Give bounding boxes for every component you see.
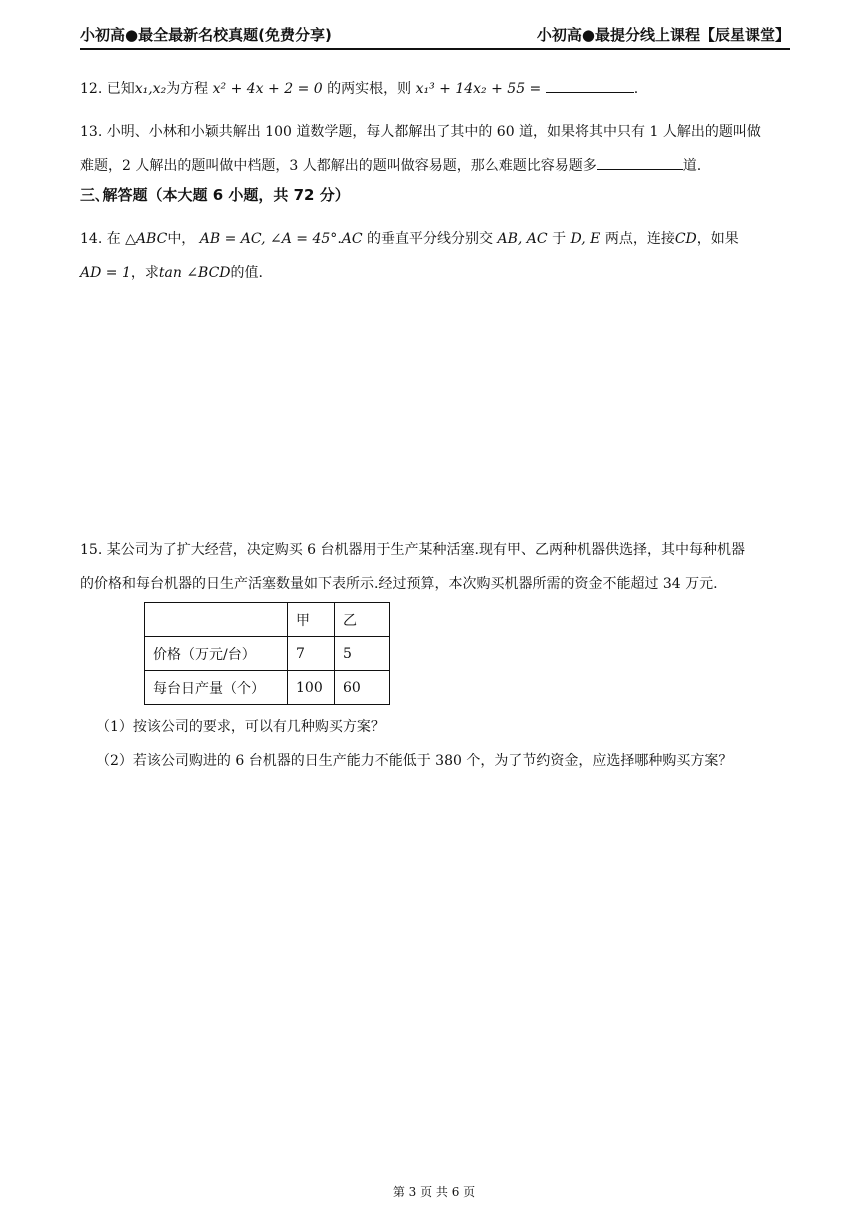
q14-text: 两点，连接 <box>604 231 675 247</box>
q15-number: 15. <box>80 542 103 558</box>
q14-text: ，求 <box>130 265 159 281</box>
q12-equation: x² + 4x + 2 = 0 <box>212 81 323 97</box>
q12-text-c: 的两实根，则 <box>327 81 412 97</box>
question-14 <box>80 222 790 290</box>
q12-end: . <box>633 81 639 97</box>
q12-text-b: 为方程 <box>166 81 209 97</box>
machine-table <box>144 602 390 705</box>
q14-text: 的垂直平分线分别交 <box>367 231 494 247</box>
q14-triangle: △ABC <box>125 231 168 247</box>
q15-line1: 某公司为了扩大经营，决定购买 6 台机器用于生产某种活塞.现有甲、乙两种机器供选择，其中每种机器 <box>106 542 745 558</box>
question-13 <box>80 115 790 183</box>
table-cell: 5 <box>335 637 390 671</box>
q15-line2: 的价格和每台机器的日生产活塞数量如下表所示.经过预算，本次购买机器所需的资金不能超过 34 万元. <box>80 576 718 592</box>
q14-condition: AB = AC, ∠A = 45° <box>199 231 338 247</box>
question-12 <box>80 72 790 106</box>
q13-line2: 难题，2 人解出的题叫做中档题，3 人都解出的题叫做容易题，那么难题比容易题多 <box>80 158 597 174</box>
q14-text: 中， <box>167 231 196 247</box>
table-cell: 价格（万元/台） <box>145 637 288 671</box>
q14-number: 14. <box>80 231 103 247</box>
table-cell: 每台日产量（个） <box>145 671 288 705</box>
q14-ac: AC <box>341 231 363 247</box>
table-cell: 100 <box>288 671 335 705</box>
q14-cd: CD <box>674 231 697 247</box>
q13-number: 13. <box>80 124 103 140</box>
header-right-text: 小初高●最提分线上课程【辰星课堂】 <box>536 26 790 44</box>
question-15 <box>80 533 790 601</box>
q14-tan: tan ∠BCD <box>158 265 231 281</box>
q13-line1: 小明、小林和小颖共解出 100 道数学题，每人都解出了其中的 60 道，如果将其中只有 1 人解出的题叫做 <box>106 124 761 140</box>
q15-subquestion-2: （2）若该公司购进的 6 台机器的日生产能力不能低于 380 个，为了节约资金，应选择哪种购买方案？ <box>96 753 733 769</box>
table-header-cell: 乙 <box>335 603 390 637</box>
q14-text: 在 <box>106 231 121 247</box>
page-footer: 第 3 页 共 6 页 <box>392 1185 476 1199</box>
q14-text: 的值. <box>230 265 263 281</box>
q12-text-a: 已知 <box>106 81 135 97</box>
table-cell: 60 <box>335 671 390 705</box>
table-header-cell: 甲 <box>288 603 335 637</box>
table-header-row <box>145 603 390 637</box>
q14-sides: AB, AC <box>497 231 548 247</box>
q14-text: . <box>337 231 342 247</box>
table-cell: 7 <box>288 637 335 671</box>
q14-points: D, E <box>570 231 601 247</box>
section-heading: 三､解答题（本大题 6 小题，共 72 分） <box>80 186 350 204</box>
q14-ad: AD = 1 <box>80 265 131 281</box>
header-left-text: 小初高●最全最新名校真题(免费分享) <box>80 26 332 44</box>
table-row <box>145 637 390 671</box>
q14-text: ，如果 <box>696 231 739 247</box>
q12-expression: x₁³ + 14x₂ + 55 = <box>415 81 542 97</box>
table-row <box>145 671 390 705</box>
q12-answer-blank <box>546 78 634 93</box>
q15-subquestion-1: （1）按该公司的要求，可以有几种购买方案？ <box>96 719 385 735</box>
q12-number: 12. <box>80 81 103 97</box>
q13-end: 道. <box>682 158 702 174</box>
page-header <box>80 22 790 50</box>
q12-vars: x₁,x₂ <box>134 81 167 97</box>
q14-text: 于 <box>552 231 567 247</box>
q13-answer-blank <box>597 155 683 170</box>
table-header-cell <box>145 603 288 637</box>
